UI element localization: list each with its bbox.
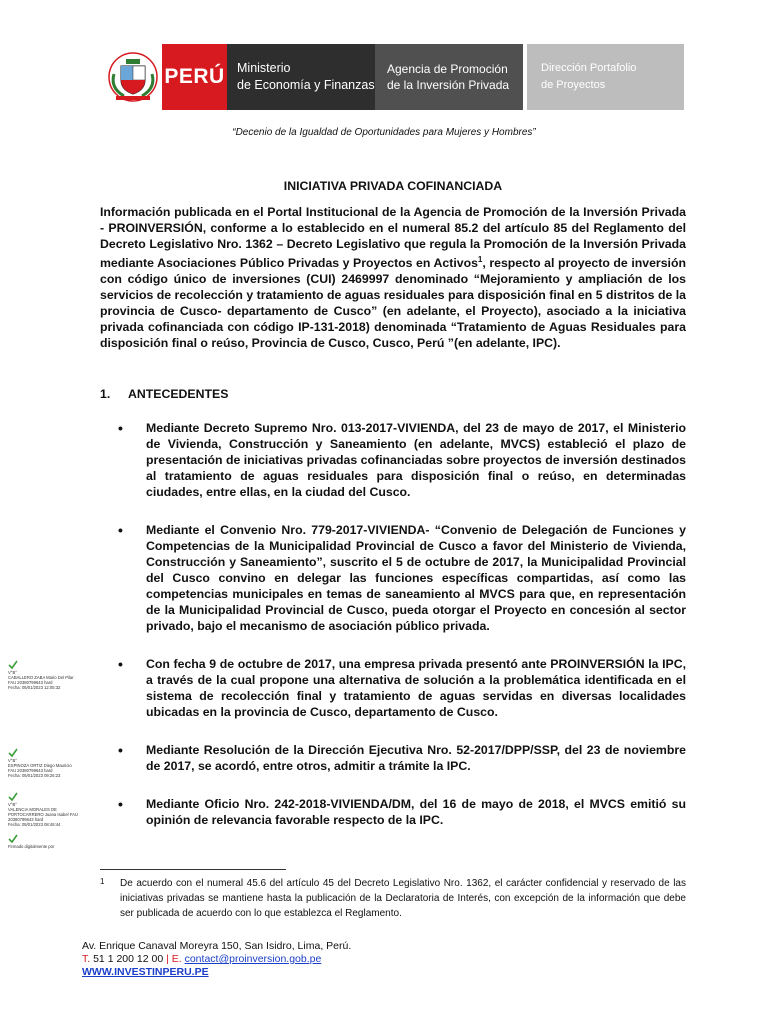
- ministry-line-2: de Economía y Finanzas: [237, 78, 375, 92]
- bullet-icon: •: [118, 742, 123, 759]
- list-item-text: Mediante Resolución de la Dirección Ejecutiva Nro. 52-2017/DPP/SSP, del 23 de noviembre de 2017, se acordó, entre otros, admitir a trámite la IPC.: [146, 743, 686, 774]
- signature-line: Firmado digitalmente por: [8, 844, 55, 849]
- email-label: E.: [171, 953, 182, 965]
- direction-line-2: de Proyectos: [541, 79, 606, 91]
- footnote-number: 1: [100, 877, 105, 886]
- ministry-box: [227, 44, 375, 110]
- intro-text-part-1: Información publicada en el Portal Institucional de la Agencia de Promoción de la Inversión Privada - PROINVERSIÓN, conforme a lo establecido en el numeral 85.2 del artículo 85 del Reglamento del Decreto Legislativo Nro. 1362 – Decreto Legislativo que regula la Promoción de la Inversión Privada mediante Asociaciones Público Privadas y Proyectos en Activos: [100, 205, 686, 271]
- list-item: [100, 742, 686, 774]
- signature-stamp: [8, 792, 88, 827]
- list-item: [100, 522, 686, 634]
- bullet-icon: •: [118, 420, 123, 437]
- footer-address: Av. Enrique Canaval Moreyra 150, San Isidro, Lima, Perú.: [82, 940, 352, 952]
- signature-stamp: [8, 660, 88, 690]
- section-number: 1.: [100, 387, 111, 402]
- footnote-divider: [100, 869, 286, 870]
- antecedentes-list: [100, 420, 686, 828]
- list-item-text: Mediante Decreto Supremo Nro. 013-2017-VIVIENDA, del 23 de mayo de 2017, el Ministerio de Vivienda, Construcción y Saneamiento (en adelante, MVCS) estableció el plazo de presentación de iniciativas privadas cofinanciadas sobre proyectos de inversión destinados al tratamiento de aguas residuales para disposición final o reúso, en determinadas ciudades, entre ellas, en la ciudad del Cusco.: [146, 421, 686, 500]
- check-icon: [8, 660, 18, 670]
- phone-label: T.: [82, 953, 91, 965]
- footnote-text: De acuerdo con el numeral 45.6 del artículo 45 del Decreto Legislativo Nro. 1362, el carácter confidencial y reservado de las iniciativas privadas se mantiene hasta la publicación de la Declaratoria de Interés, con excepción de la información que debe ser publicada de acuerdo con lo que establezca el Reglamento.: [120, 878, 686, 919]
- bullet-icon: •: [118, 656, 123, 673]
- footnote-reference[interactable]: 1: [477, 255, 483, 264]
- peru-brand-box: [162, 44, 227, 110]
- signature-line: Fecha: 05/01/2023 08:48:44: [8, 822, 61, 827]
- email-link[interactable]: contact@proinversion.gob.pe: [184, 953, 322, 965]
- document-body: [100, 178, 686, 850]
- signature-line: Fecha: 05/01/2023 09:26:23: [8, 773, 61, 778]
- signature-stamp: [8, 748, 88, 778]
- list-item-text: Mediante Oficio Nro. 242-2018-VIVIENDA/DM, del 16 de mayo de 2018, el MVCS emitió su opinión de relevancia favorable respecto de la IPC.: [146, 797, 686, 828]
- signature-line: CABALLERO ZABA Mario Del Pilar: [8, 675, 74, 680]
- bullet-icon: •: [118, 522, 123, 539]
- signature-line: V°B°: [8, 802, 17, 807]
- decade-slogan: “Decenio de la Igualdad de Oportunidades para Mujeres y Hombres”: [232, 127, 536, 138]
- bullet-icon: •: [118, 796, 123, 813]
- signature-line: 20380799643 hard: [8, 817, 44, 822]
- footer-contact-line: [82, 953, 351, 966]
- website-link[interactable]: WWW.INVESTINPERU.PE: [82, 966, 209, 978]
- signature-line: Fecha: 05/01/2023 12:05:32: [8, 685, 61, 690]
- signature-line: FAU 20380799643 hard: [8, 680, 53, 685]
- signature-line: V°B°: [8, 758, 17, 763]
- footnote: [100, 876, 686, 921]
- agency-box: [375, 44, 523, 110]
- document-title: INICIATIVA PRIVADA COFINANCIADA: [283, 179, 503, 193]
- list-item: [100, 420, 686, 500]
- signature-line: ESPINOZA ORTIZ Diego Mauricio: [8, 763, 72, 768]
- list-item-text: Con fecha 9 de octubre de 2017, una empresa privada presentó ante PROINVERSIÓN la IPC, a través de la cual propone una alternativa de solución a la problemática identificada en el sistema de recolección final y tratamiento de aguas servidas en diversas localidades ubicadas en la provincia de Cusco, departamento de Cusco.: [146, 657, 686, 720]
- check-icon: [8, 748, 18, 758]
- page-footer: [82, 940, 351, 979]
- signature-line: FAU 20380799643 hard: [8, 768, 53, 773]
- list-item-text: Mediante el Convenio Nro. 779-2017-VIVIENDA- “Convenio de Delegación de Funciones y Competencias de la Municipalidad Provincial de Cusco a favor del Ministerio de Vivienda, Construcción y Saneamiento”, suscrito el 5 de octubre de 2017, la Municipalidad Provincial del Cusco convino en delegar las funciones específicas compartidas, así como las competencias municipales en temas de saneamiento al MVCS para que, en representación de la Municipalidad Provincial de Cusco, pueda otorgar el Proyecto en concesión al sector privado, bajo el mecanismo de asociación público privada.: [146, 523, 686, 634]
- check-icon: [8, 792, 18, 802]
- country-label: PERÚ: [164, 65, 225, 88]
- ministry-line-1: Ministerio: [237, 61, 291, 75]
- agency-line-2: de la Inversión Privada: [387, 78, 510, 92]
- agency-line-1: Agencia de Promoción: [387, 62, 508, 76]
- phone-number: 51 1 200 12 00: [93, 953, 164, 965]
- direction-line-1: Dirección Portafolio: [541, 62, 637, 74]
- contact-separator: |: [166, 953, 169, 965]
- header-banner: [104, 44, 694, 110]
- section-heading: [100, 386, 686, 402]
- intro-text-part-2: , respecto al proyecto de inversión con código único de inversiones (CUI) 2469997 denominado “Mejoramiento y ampliación de los servicios de recolección y tratamiento de aguas residuales para disposición final en 5 distritos de la provincia de Cusco- departamento de Cusco” (en adelante, el Proyecto), asociado a la iniciativa privada cofinanciada con código IP-131-2018) denominada “Tratamiento de Aguas Residuales para disposición final o reúso, Provincia de Cusco, Cusco, Perú ”(en adelante, IPC).: [100, 256, 686, 351]
- intro-paragraph: [100, 204, 686, 351]
- signature-line: VALENCIA MORALES DE PORTOCARRERO Juana Isabel FAU: [8, 807, 78, 817]
- peru-coat-of-arms-icon: [104, 44, 162, 110]
- list-item: [100, 656, 686, 720]
- check-icon: [8, 834, 18, 844]
- direction-box: [527, 44, 684, 110]
- signature-line: V°B°: [8, 670, 17, 675]
- list-item: [100, 796, 686, 828]
- section-title: ANTECEDENTES: [128, 387, 229, 402]
- signature-stamp: [8, 834, 88, 849]
